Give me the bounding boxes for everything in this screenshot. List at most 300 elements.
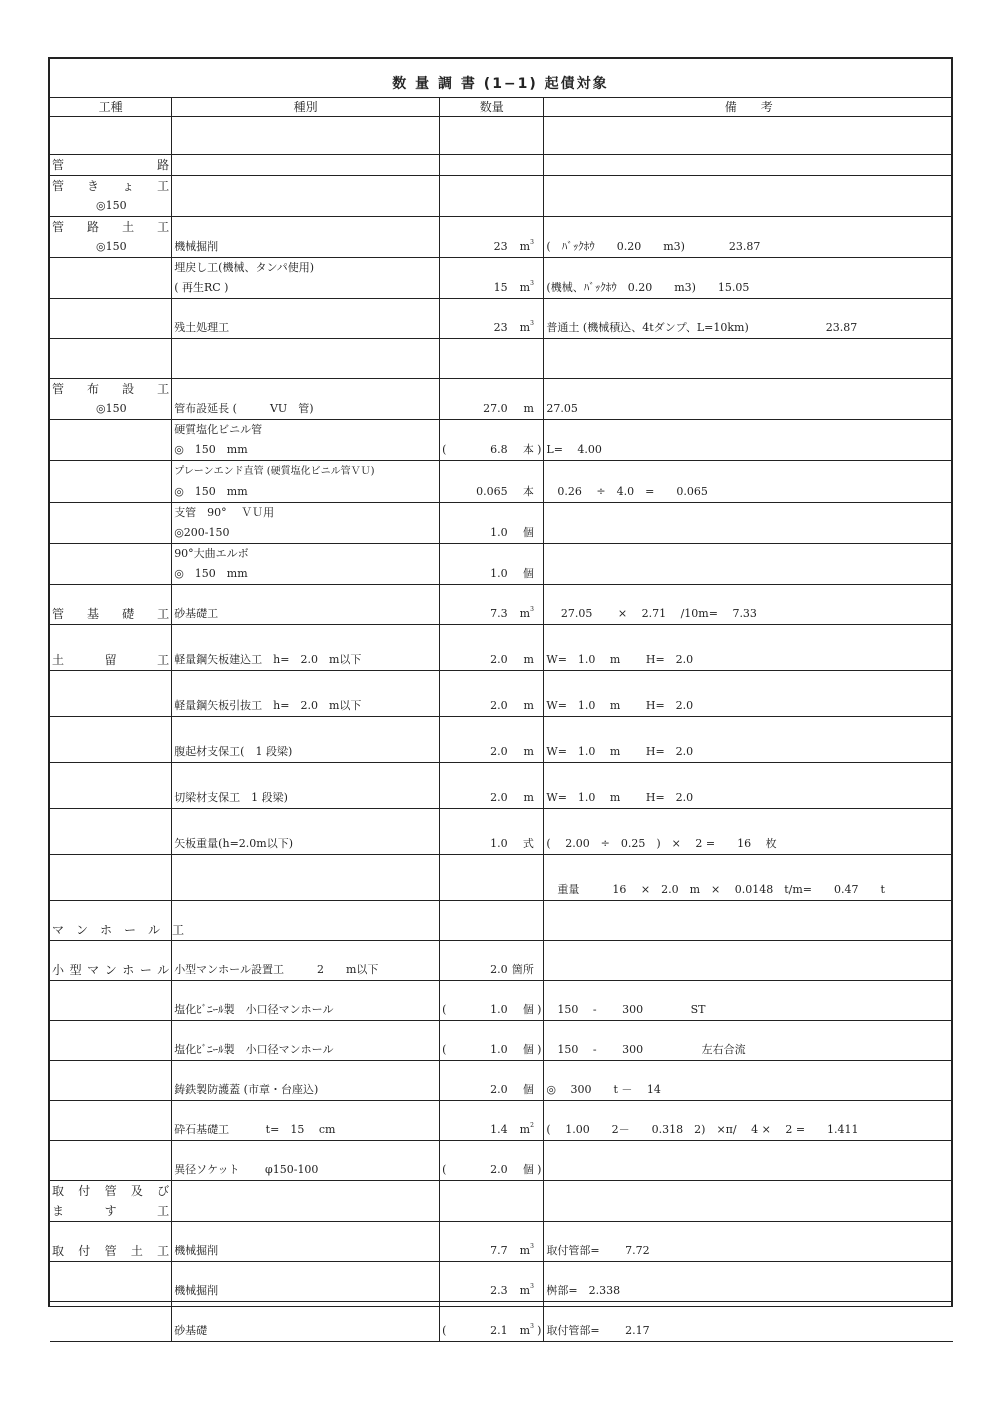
table-row <box>50 901 953 941</box>
quantity-close-paren <box>534 742 542 762</box>
table-row <box>50 941 953 981</box>
table-row <box>50 461 953 503</box>
quantity-open-paren <box>442 564 450 584</box>
unit-label: m <box>523 699 534 712</box>
remarks-line: 150 - 300 左右合流 <box>546 1043 746 1056</box>
unit-exponent: 3 <box>530 1243 534 1250</box>
quantity-open-paren: ( <box>442 1003 447 1016</box>
remarks-cell <box>544 339 953 379</box>
work-type-cell <box>50 503 172 544</box>
table-row <box>50 671 953 717</box>
category-cell <box>172 503 440 544</box>
category-cell <box>172 461 440 503</box>
quantity-close-paren <box>534 1281 542 1301</box>
unit-exponent: 3 <box>530 1283 534 1290</box>
quantity-close-paren: ) <box>537 1324 542 1337</box>
table-row <box>50 717 953 763</box>
quantity-value <box>442 1040 541 1060</box>
unit-label: m <box>523 791 534 804</box>
table-row <box>50 420 953 461</box>
quantity-cell <box>440 544 544 585</box>
category-line: 機械掘削 <box>174 1284 219 1297</box>
quantity-cell <box>440 1181 544 1222</box>
remarks-line: W= 1.0 m H= 2.0 <box>546 699 694 712</box>
work-type-line: 取 付 管 及 び <box>52 1184 170 1198</box>
remarks-cell <box>544 763 953 809</box>
quantity-value <box>442 318 541 338</box>
quantity-cell <box>440 117 544 155</box>
remarks-cell <box>544 420 953 461</box>
category-cell <box>172 671 440 717</box>
unit-label: 式 <box>522 837 534 850</box>
category-line: 塩化ﾋﾞﾆｰﾙ製 小口径マンホール <box>174 1003 334 1016</box>
remarks-cell <box>544 117 953 155</box>
category-line: 軽量鋼矢板建込工 h= 2.0 m以下 <box>174 653 362 666</box>
work-type-line: ◎150 <box>96 402 127 415</box>
category-line: 切梁材支保工 1 段梁) <box>174 791 288 804</box>
work-type-cell <box>50 671 172 717</box>
quantity-open-paren <box>442 237 450 257</box>
quantity-table <box>50 98 953 1342</box>
quantity-close-paren <box>534 318 542 338</box>
work-type-cell <box>50 1262 172 1302</box>
category-cell <box>172 1302 440 1342</box>
category-line: 軽量鋼矢板引抜工 h= 2.0 m以下 <box>174 699 362 712</box>
quantity-value <box>442 399 541 419</box>
remarks-cell <box>544 981 953 1021</box>
quantity-close-paren <box>534 237 542 257</box>
unit-label: $m^3$ <box>519 1243 534 1257</box>
unit-label: $m^3$ <box>519 1283 534 1297</box>
unit-label: m <box>523 653 534 666</box>
remarks-line: ( 1.00 2－ 0.318 2) ×π/ 4 × 2 = 1.411 <box>546 1123 859 1136</box>
quantity-close-paren <box>534 788 542 808</box>
quantity-open-paren: ( <box>442 1324 447 1337</box>
remarks-line: 150 - 300 ST <box>546 1003 706 1016</box>
quantity-value <box>442 1321 541 1341</box>
work-type-line: 管 布 設 工 <box>52 382 170 396</box>
remarks-cell <box>544 1302 953 1342</box>
work-type-line: 小型マンホール <box>52 963 170 977</box>
remarks-line: 普通土 (機械積込、4tダンプ、L=10km) 23.87 <box>546 321 858 334</box>
quantity-number: 2.0 <box>490 1083 508 1096</box>
quantity-open-paren <box>442 960 450 980</box>
remarks-cell <box>544 809 953 855</box>
remarks-line: L= 4.00 <box>546 443 602 456</box>
quantity-close-paren <box>534 1241 542 1261</box>
table-row <box>50 258 953 299</box>
category-cell <box>172 625 440 671</box>
unit-exponent: 3 <box>530 239 534 246</box>
work-type-cell <box>50 1302 172 1342</box>
category-cell <box>172 339 440 379</box>
remarks-cell <box>544 1181 953 1222</box>
quantity-close-paren <box>534 278 542 298</box>
category-line: 機械掘削 <box>174 1244 219 1257</box>
quantity-close-paren: ) <box>537 1003 542 1016</box>
quantity-open-paren: ( <box>442 1043 447 1056</box>
work-type-cell <box>50 339 172 379</box>
category-line: 砂基礎工 <box>174 607 219 620</box>
category-cell <box>172 941 440 981</box>
quantity-open-paren <box>442 399 450 419</box>
work-type-cell <box>50 625 172 671</box>
table-row <box>50 1061 953 1101</box>
quantity-number: 1.0 <box>490 567 508 580</box>
unit-exponent: 3 <box>530 320 534 327</box>
category-cell <box>172 420 440 461</box>
category-line: 90°大曲エルボ <box>174 547 249 560</box>
quantity-number: 2.0 <box>490 1163 508 1176</box>
category-line: ◎ 150 mm <box>174 485 248 498</box>
header-row <box>50 98 953 117</box>
unit-exponent: 3 <box>530 280 534 287</box>
remarks-line: 重量 16 × 2.0 m × 0.0148 t/m= 0.47 t <box>546 883 885 896</box>
unit-exponent: 3 <box>530 606 534 613</box>
remarks-cell <box>544 544 953 585</box>
work-type-cell <box>50 901 185 941</box>
category-cell <box>172 855 440 901</box>
work-type-cell <box>50 1181 172 1222</box>
quantity-number: 1.0 <box>490 837 508 850</box>
quantity-open-paren <box>442 834 450 854</box>
quantity-number: 1.0 <box>490 1003 508 1016</box>
work-type-line: 管 基 礎 工 <box>52 607 170 621</box>
unit-label: $m^3$ <box>519 606 534 620</box>
work-type-cell <box>50 461 172 503</box>
quantity-cell <box>440 809 544 855</box>
quantity-cell <box>440 461 544 503</box>
quantity-number: 1.0 <box>490 526 508 539</box>
table-row <box>50 117 953 155</box>
quantity-number: 23 <box>493 321 508 334</box>
quantity-cell <box>440 1222 544 1262</box>
category-cell <box>172 117 440 155</box>
work-type-line: 土 留 工 <box>52 653 170 667</box>
remarks-line: 取付管部= 7.72 <box>546 1244 650 1257</box>
quantity-open-paren <box>442 523 450 543</box>
quantity-number: 2.3 <box>490 1284 508 1297</box>
quantity-open-paren <box>442 1120 450 1140</box>
quantity-open-paren <box>442 482 450 502</box>
category-cell <box>172 1181 440 1222</box>
category-cell <box>172 901 440 941</box>
quantity-close-paren: ) <box>537 1163 542 1176</box>
remarks-cell <box>544 1141 953 1181</box>
work-type-cell <box>50 585 172 625</box>
category-line: 砂基礎 <box>174 1324 208 1337</box>
unit-label: $m^3$ <box>519 239 534 253</box>
work-type-cell <box>50 809 172 855</box>
remarks-cell <box>544 217 953 258</box>
remarks-cell <box>544 901 953 941</box>
table-row <box>50 503 953 544</box>
quantity-close-paren <box>534 696 542 716</box>
quantity-number: 23 <box>493 240 508 253</box>
category-line: ( 再生RC ) <box>174 281 229 294</box>
quantity-cell <box>440 176 544 217</box>
remarks-line: 取付管部= 2.17 <box>546 1324 650 1337</box>
work-type-cell <box>50 981 172 1021</box>
quantity-cell <box>440 339 544 379</box>
quantity-cell <box>440 941 544 981</box>
remarks-line: W= 1.0 m H= 2.0 <box>546 745 694 758</box>
quantity-open-paren: ( <box>442 1163 447 1176</box>
remarks-cell <box>544 1101 953 1141</box>
quantity-number: 2.0 <box>490 745 508 758</box>
quantity-value <box>442 278 541 298</box>
work-type-cell <box>50 1101 172 1141</box>
quantity-cell <box>440 258 544 299</box>
category-cell <box>172 379 440 420</box>
category-cell <box>172 544 440 585</box>
remarks-cell <box>544 155 953 176</box>
quantity-close-paren <box>534 523 542 543</box>
header-category: 種別 <box>172 98 440 117</box>
table-row <box>50 1021 953 1061</box>
table-body <box>50 117 953 1342</box>
quantity-cell <box>440 1021 544 1061</box>
work-type-cell <box>50 420 172 461</box>
category-cell <box>172 258 440 299</box>
category-line: 矢板重量(h=2.0m以下) <box>174 837 293 850</box>
remarks-line: (機械、ﾊﾞｯｸﾎｳ 0.20 m3) 15.05 <box>546 281 750 294</box>
quantity-value <box>442 1000 541 1020</box>
quantity-cell <box>440 503 544 544</box>
category-cell <box>172 1061 440 1101</box>
remarks-line: ( ﾊﾞｯｸﾎｳ 0.20 m3) 23.87 <box>546 240 761 253</box>
remarks-line: W= 1.0 m H= 2.0 <box>546 653 694 666</box>
quantity-open-paren <box>442 1080 450 1100</box>
quantity-cell <box>440 855 544 901</box>
remarks-cell <box>544 717 953 763</box>
remarks-cell <box>544 625 953 671</box>
quantity-cell <box>440 625 544 671</box>
category-line: 腹起材支保工( 1 段梁) <box>174 745 293 758</box>
work-type-cell <box>50 379 172 420</box>
work-type-line: 管 き ょ 工 <box>52 179 170 193</box>
category-cell <box>172 155 440 176</box>
quantity-number: 6.8 <box>490 443 508 456</box>
work-type-cell <box>50 717 172 763</box>
quantity-open-paren: ( <box>442 443 447 456</box>
remarks-line: 0.26 ÷ 4.0 = 0.065 <box>546 485 708 498</box>
quantity-value <box>442 1281 541 1301</box>
quantity-open-paren <box>442 696 450 716</box>
quantity-cell <box>440 155 544 176</box>
quantity-value <box>442 650 541 670</box>
quantity-value <box>442 834 541 854</box>
category-line: 支管 90° ＶＵ用 <box>174 506 275 519</box>
work-type-cell <box>50 176 172 217</box>
category-cell <box>172 585 440 625</box>
remarks-line: W= 1.0 m H= 2.0 <box>546 791 694 804</box>
unit-exponent: 3 <box>530 1323 534 1330</box>
quantity-value <box>442 237 541 257</box>
table-row <box>50 155 953 176</box>
remarks-cell <box>544 1222 953 1262</box>
category-cell <box>172 1222 440 1262</box>
work-type-line: ◎150 <box>96 199 127 212</box>
work-type-cell <box>50 1222 172 1262</box>
category-cell <box>172 763 440 809</box>
quantity-close-paren: ) <box>537 1043 542 1056</box>
category-cell <box>172 299 440 339</box>
quantity-cell <box>440 585 544 625</box>
table-row <box>50 299 953 339</box>
category-cell <box>172 176 440 217</box>
category-line: 小型マンホール設置工 2 m以下 <box>174 963 379 976</box>
remarks-cell <box>544 855 953 901</box>
category-line: 管布設延長 ( VU 管) <box>174 402 314 415</box>
quantity-open-paren <box>442 788 450 808</box>
table-row <box>50 176 953 217</box>
work-type-cell <box>50 1021 172 1061</box>
unit-label: 箇所 <box>511 963 534 976</box>
quantity-open-paren <box>442 742 450 762</box>
work-type-cell <box>50 855 172 901</box>
work-type-cell <box>50 299 172 339</box>
quantity-number: 7.3 <box>490 607 508 620</box>
quantity-close-paren <box>534 564 542 584</box>
work-type-cell <box>50 217 172 258</box>
category-cell <box>172 1021 440 1061</box>
work-type-line: 管 路 <box>52 158 170 172</box>
quantity-close-paren: ) <box>537 443 542 456</box>
work-type-cell <box>50 155 172 176</box>
work-type-cell <box>50 941 172 981</box>
table-row <box>50 217 953 258</box>
unit-label: 個 <box>522 1003 534 1016</box>
category-line: 異径ソケット φ150-100 <box>174 1163 319 1176</box>
unit-exponent: 2 <box>530 1122 534 1129</box>
quantity-value <box>442 604 541 624</box>
table-row <box>50 625 953 671</box>
category-cell <box>172 1101 440 1141</box>
work-type-cell <box>50 544 172 585</box>
quantity-number: 2.1 <box>490 1324 508 1337</box>
quantity-value <box>442 742 541 762</box>
category-line: 塩化ﾋﾞﾆｰﾙ製 小口径マンホール <box>174 1043 334 1056</box>
category-line: 砕石基礎工 t= 15 cm <box>174 1123 336 1136</box>
work-type-cell <box>50 763 172 809</box>
quantity-value <box>442 440 541 460</box>
quantity-value <box>442 523 541 543</box>
quantity-close-paren <box>534 1080 542 1100</box>
remarks-cell <box>544 461 953 503</box>
work-type-cell <box>50 117 172 155</box>
quantity-value <box>442 1241 541 1261</box>
remarks-cell <box>544 1021 953 1061</box>
table-row <box>50 339 953 379</box>
quantity-cell <box>440 1302 544 1342</box>
quantity-close-paren <box>534 604 542 624</box>
table-row <box>50 1302 953 1342</box>
unit-label: 個 <box>522 526 534 539</box>
header-work-type: 工種 <box>50 98 172 117</box>
quantity-cell <box>440 1101 544 1141</box>
quantity-value <box>442 564 541 584</box>
quantity-open-paren <box>442 604 450 624</box>
remarks-cell <box>544 258 953 299</box>
remarks-cell <box>544 1061 953 1101</box>
category-line: ◎ 150 mm <box>174 443 248 456</box>
remarks-line: 27.05 × 2.71 /10m= 7.33 <box>546 607 757 620</box>
quantity-number: 15 <box>493 281 508 294</box>
quantity-number: 27.0 <box>483 402 508 415</box>
quantity-cell <box>440 1262 544 1302</box>
quantity-number: 7.7 <box>490 1244 508 1257</box>
quantity-cell <box>440 379 544 420</box>
quantity-number: 0.065 <box>476 485 508 498</box>
quantity-number: 2.0 <box>490 699 508 712</box>
remarks-line: 27.05 <box>546 402 578 415</box>
quantity-number: 1.0 <box>490 1043 508 1056</box>
unit-label: 本 <box>522 485 534 498</box>
header-quantity: 数量 <box>440 98 544 117</box>
category-line: 硬質塩化ビニル管 <box>174 423 263 436</box>
remarks-line: ( 2.00 ÷ 0.25 ) × 2 = 16 枚 <box>546 837 777 850</box>
quantity-sheet <box>48 57 953 1337</box>
table-row <box>50 1141 953 1181</box>
work-type-cell <box>50 1141 172 1181</box>
quantity-cell <box>440 1061 544 1101</box>
quantity-close-paren <box>534 834 542 854</box>
quantity-cell <box>440 717 544 763</box>
work-type-line: 管 路 土 工 <box>52 220 170 234</box>
remarks-cell <box>544 299 953 339</box>
remarks-cell <box>544 503 953 544</box>
work-type-line: マ ン ホ ー ル 工 <box>52 923 185 937</box>
unit-label: $m^3$ <box>519 320 534 334</box>
category-line: プレーンエンド直管 (硬質塩化ビニル管ＶＵ) <box>174 466 375 477</box>
quantity-open-paren <box>442 278 450 298</box>
quantity-cell <box>440 671 544 717</box>
category-line: ◎200-150 <box>174 526 230 539</box>
quantity-number: 2.0 <box>490 653 508 666</box>
quantity-open-paren <box>442 318 450 338</box>
unit-label: $m^2$ <box>519 1122 534 1136</box>
category-line: ◎ 150 mm <box>174 567 248 580</box>
remarks-line: 桝部= 2.338 <box>546 1284 621 1297</box>
work-type-line: ◎150 <box>96 240 127 253</box>
remarks-cell <box>544 671 953 717</box>
unit-label: 個 <box>522 1043 534 1056</box>
quantity-close-paren <box>534 399 542 419</box>
remarks-cell <box>544 176 953 217</box>
category-cell <box>172 217 440 258</box>
sheet-title: 数 量 調 書 (1−1) 起債対象 <box>50 59 951 98</box>
quantity-value <box>442 696 541 716</box>
quantity-cell <box>440 217 544 258</box>
unit-label: m <box>523 402 534 415</box>
quantity-value <box>442 788 541 808</box>
category-cell <box>172 809 440 855</box>
header-remarks: 備 考 <box>544 98 953 117</box>
unit-label: m <box>523 745 534 758</box>
quantity-value <box>442 1120 541 1140</box>
category-cell <box>172 981 440 1021</box>
quantity-open-paren <box>442 1241 450 1261</box>
quantity-close-paren <box>534 960 542 980</box>
category-line: 埋戻し工(機械、タンパ使用) <box>174 261 314 274</box>
category-cell <box>172 717 440 763</box>
quantity-number: 1.4 <box>490 1123 508 1136</box>
remarks-cell <box>544 1262 953 1302</box>
quantity-open-paren <box>442 650 450 670</box>
remarks-line: ◎ 300 t － 14 <box>546 1083 661 1096</box>
table-row <box>50 585 953 625</box>
